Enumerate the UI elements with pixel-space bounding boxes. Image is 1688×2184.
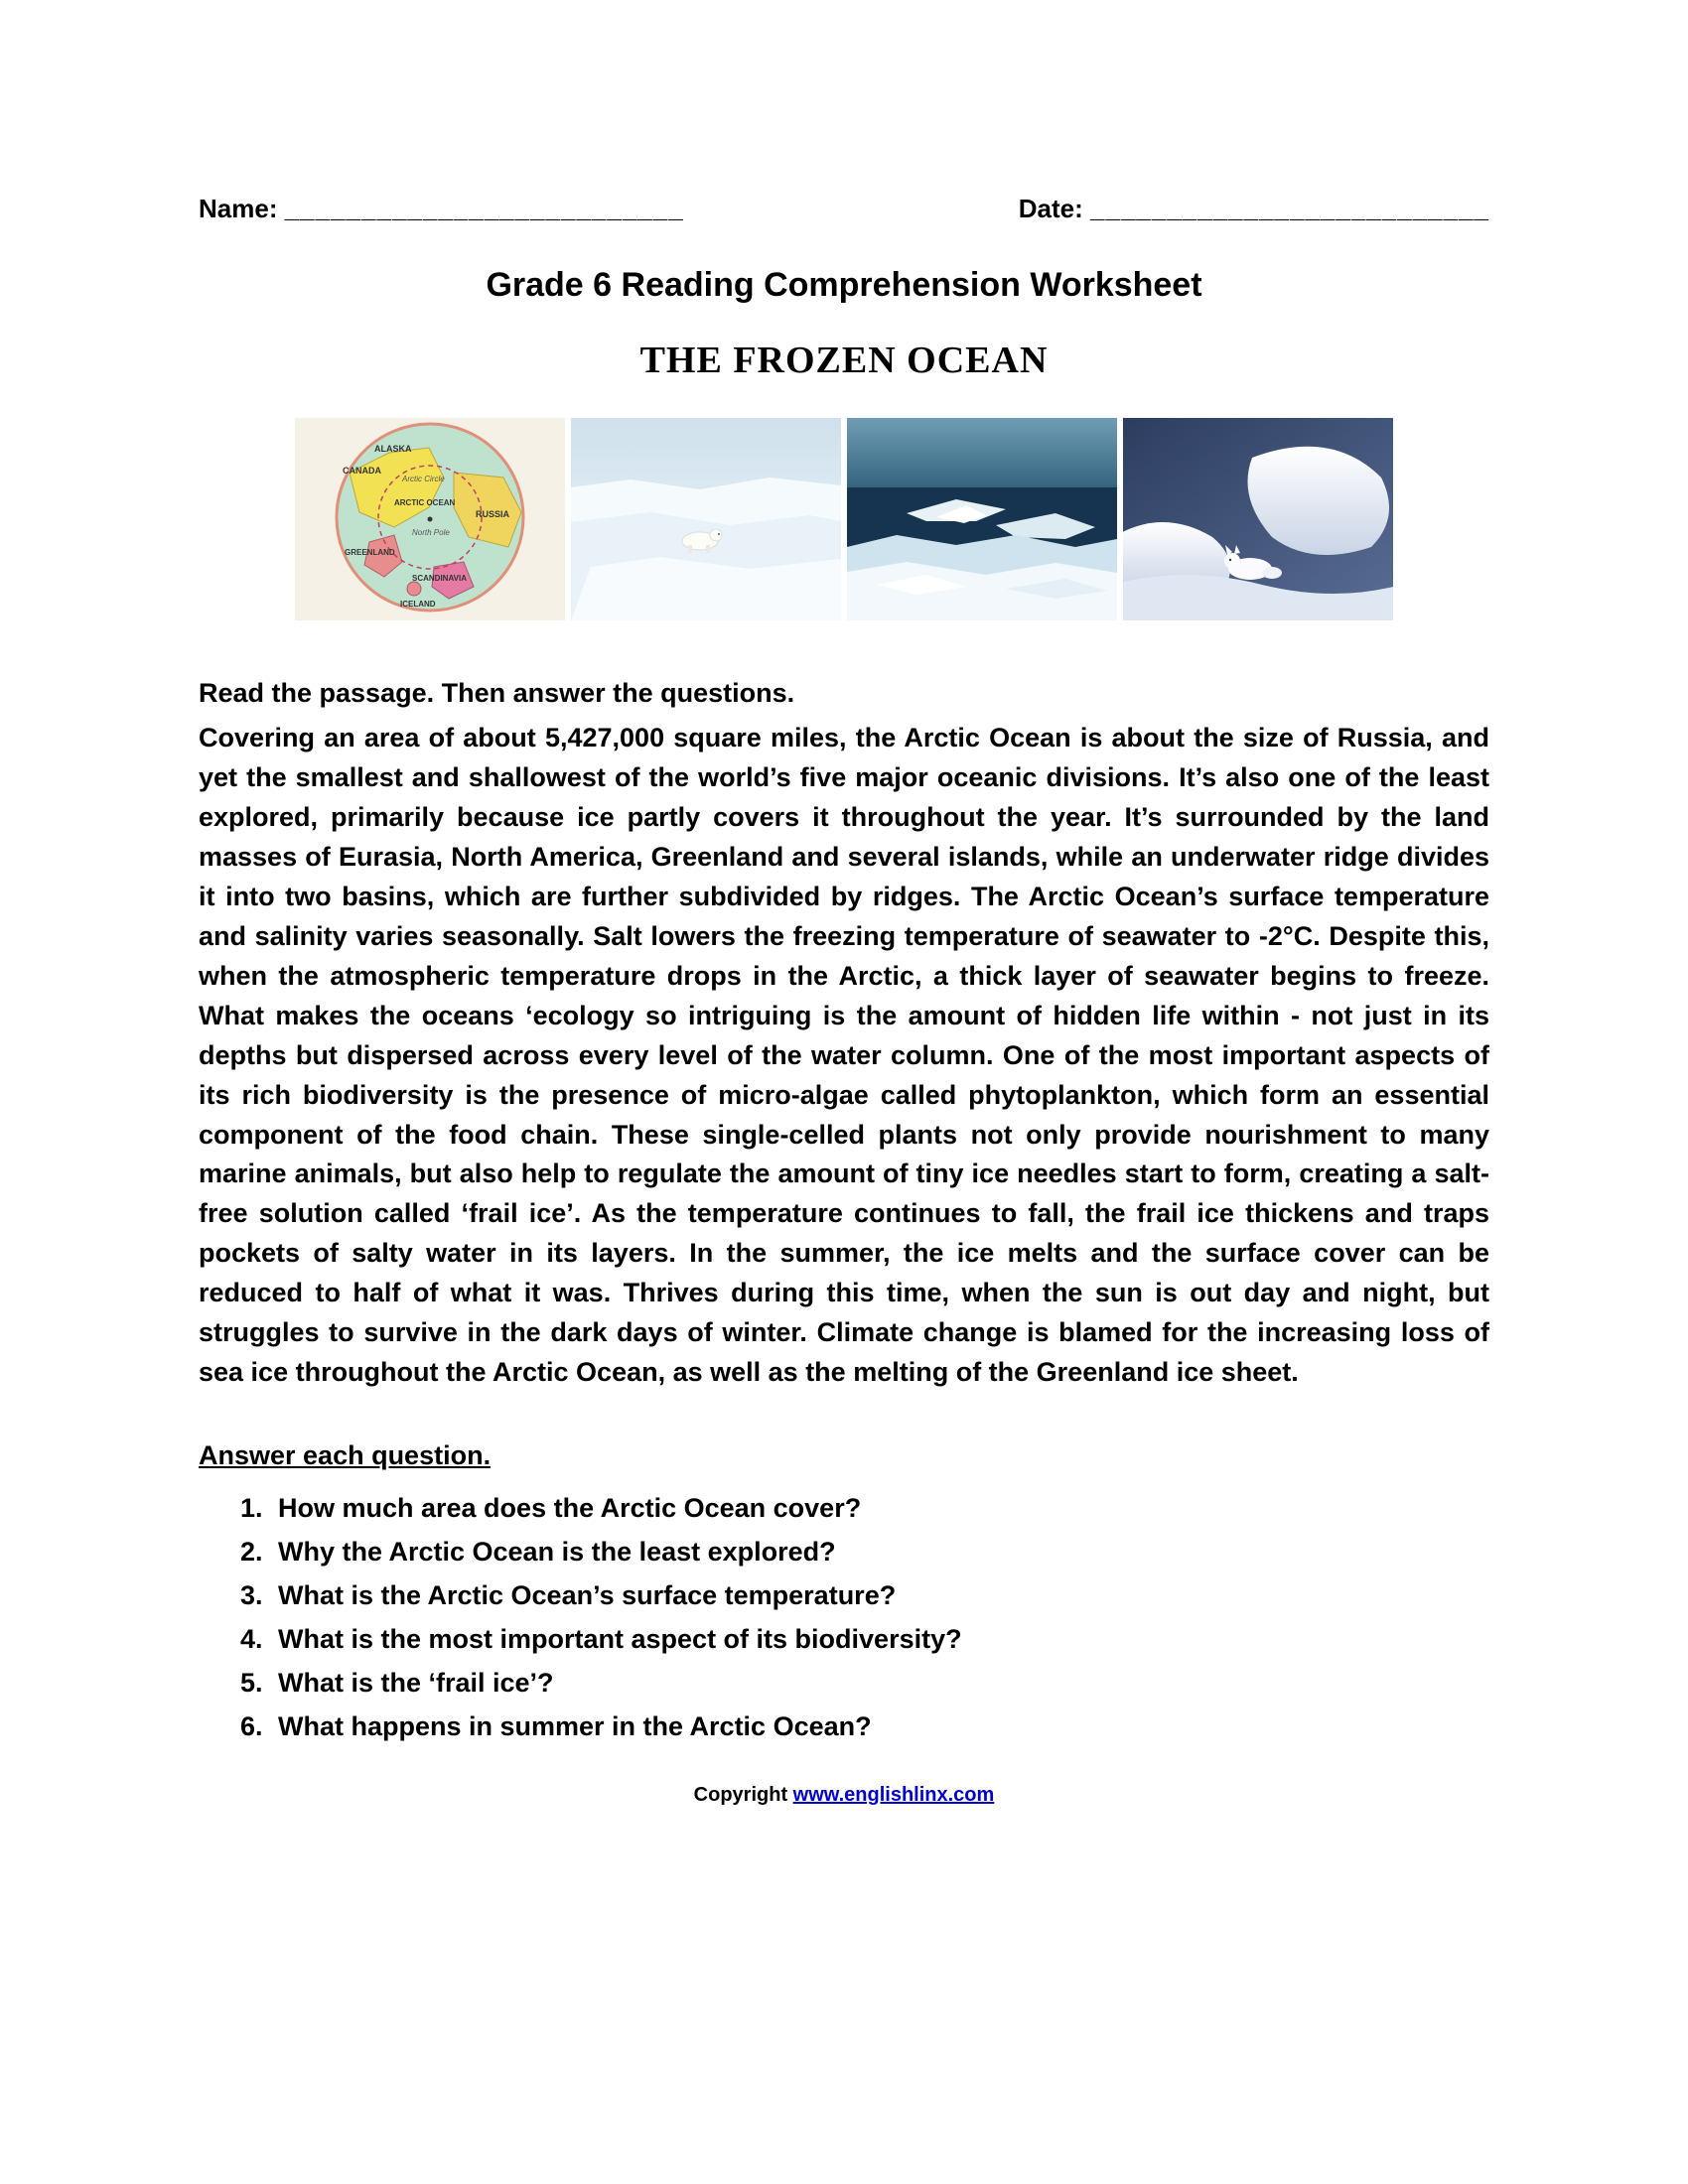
arctic-fox-figure [1123,418,1393,620]
question-item-4: 4. What is the most important aspect of its biodiversity? [270,1624,1489,1655]
instruction-text: Read the passage. Then answer the questions. [199,678,795,708]
svg-text:ARCTIC OCEAN: ARCTIC OCEAN [394,498,456,507]
worksheet-title: Grade 6 Reading Comprehension Worksheet [486,266,1202,304]
passage-title: THE FROZEN OCEAN [639,340,1049,381]
svg-text:CANADA: CANADA [343,466,381,476]
arctic-map-image [295,418,565,620]
svg-text:ALASKA: ALASKA [374,444,412,454]
svg-text:North Pole: North Pole [412,528,450,537]
answer-heading-text: Answer each question. [199,1440,492,1471]
footer [199,1784,1489,1807]
svg-text:RUSSIA: RUSSIA [476,509,510,519]
answer-heading [199,1440,1489,1471]
question-item-3: 3. What is the Arctic Ocean’s surface temperature? [270,1580,1489,1611]
arctic-fox-image [1123,418,1393,620]
arctic-map-figure [295,418,565,620]
question-list [199,1493,1489,1742]
copyright-link[interactable]: www.englishlinx.com [792,1784,995,1807]
date-field [1019,194,1489,224]
passage-text: Covering an area of about 5,427,000 square miles, the Arctic Ocean is about the size of Russia, and yet the smallest and shallowest of the world’s five major oceanic divisions. It’s also one of the least explored, primarily because ice partly covers it throughout the year. It’s surrounded by the land masses of Eurasia, North America, Greenland and several islands, while an underwater ridge divides it into two basins, which are further subdivided by ridges. The Arctic Ocean’s surface temperature and salinity varies seasonally. Salt lowers the freezing temperature of seawater to -2°C. Despite this, when the atmospheric temperature drops in the Arctic, a thick layer of seawater begins to freeze. What makes the oceans ‘ecology so intriguing is the amount of hidden life within - not just in its depths but dispersed across every level of the water column. One of the most important aspects of its rich biodiversity is the presence of micro-algae called phytoplankton, which form an essential component of the food chain. These single-celled plants not only provide nourishment to many marine animals, but also help to regulate the amount of tiny ice needles start to form, creating a salt-free solution called ‘frail ice’. As the temperature continues to fall, the frail ice thickens and traps pockets of salty water in its layers. In the summer, the ice melts and the surface cover can be reduced to half of what it was. Thrives during this time, when the sun is out day and night, but struggles to survive in the dark days of winter. Climate change is blamed for the increasing loss of sea ice throughout the Arctic Ocean, as well as the melting of the Greenland ice sheet. [199,723,1489,1388]
svg-text:ICELAND: ICELAND [400,600,436,609]
date-blank: __________________________ [1090,194,1489,223]
name-label: Name: [199,194,278,223]
question-item-5: 5. What is the ‘frail ice’? [270,1668,1489,1699]
name-blank: __________________________ [284,194,684,223]
name-field [199,194,684,224]
date-label: Date: [1018,194,1083,223]
svg-text:Arctic Circle: Arctic Circle [402,475,445,483]
question-item-1: 1. How much area does the Arctic Ocean cover? [270,1493,1489,1524]
polar-bear-image [571,418,841,620]
question-item-6: 6. What happens in summer in the Arctic Ocean? [270,1711,1489,1742]
ice-floes-figure [847,418,1117,620]
name-date-row [199,194,1489,224]
svg-text:GREENLAND: GREENLAND [345,548,395,557]
question-item-2: 2. Why the Arctic Ocean is the least explored? [270,1537,1489,1568]
copyright-label: Copyright [693,1784,788,1807]
polar-bear-figure [571,418,841,620]
svg-text:SCANDINAVIA: SCANDINAVIA [412,574,467,583]
image-strip [199,418,1489,620]
ice-floes-image [847,418,1117,620]
